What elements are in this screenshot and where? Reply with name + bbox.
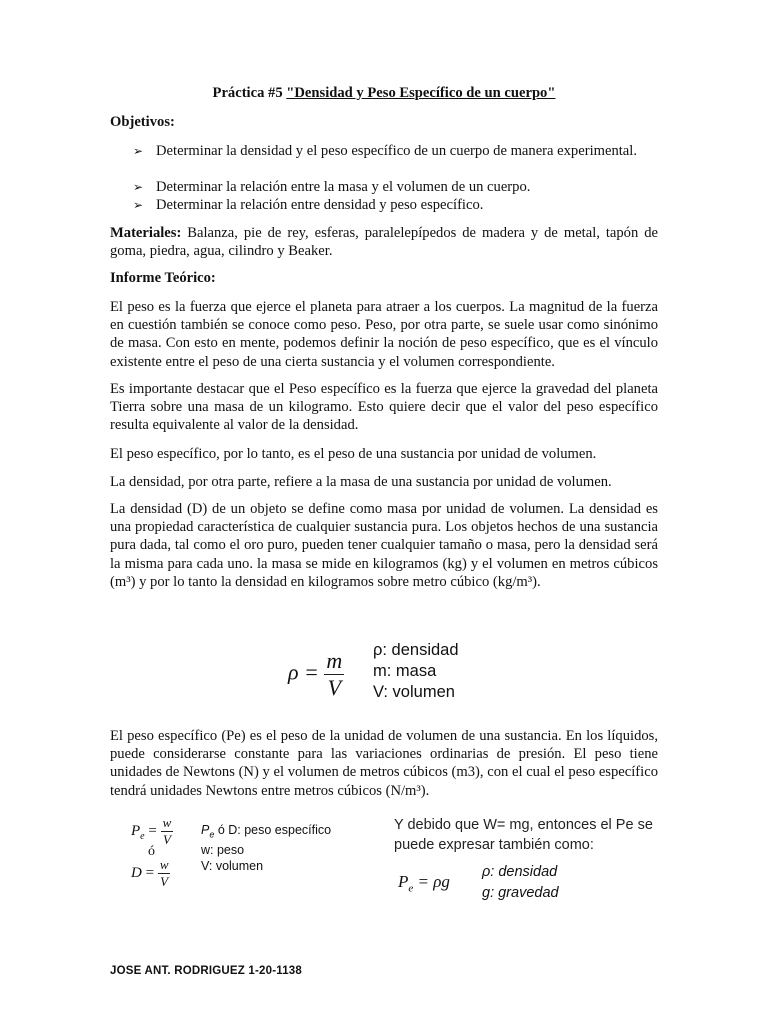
paragraph: La densidad (D) de un objeto se define como masa por unidad de volumen. La densidad es una propiedad característica de cualquier sustancia pura. Los objetos hechos de una sustancia pura dada, tal como el oro puro, pueden tener cualquier tamaño o masa, pero la densidad será la misma para cada uno. la masa se mide en kilogramos (kg) y el volumen en metros cúbicos (m³) y por lo tanto la densidad en kilogramos sobre metro cúbico (kg/m³).	[110, 501, 658, 590]
pe-symbol: $P_e$	[398, 872, 414, 895]
bullet-text: Determinar la relación entre la masa y el volumen de un cuerpo.	[156, 179, 531, 195]
fraction-numerator: w	[162, 815, 172, 830]
pe-symbol: $P_e$	[131, 822, 145, 842]
pe-rho-g-formula	[398, 872, 450, 894]
bullet-item	[133, 142, 653, 160]
legend-line: w: peso	[201, 843, 245, 857]
note-line: puede expresar también como:	[394, 837, 594, 853]
density-legend	[373, 640, 459, 703]
paragraph: El peso específico, por lo tanto, es el peso de una sustancia por unidad de volumen.	[110, 446, 597, 462]
note-line: Y debido que W= mg, entonces el Pe se	[394, 817, 653, 833]
d-fraction	[158, 857, 171, 890]
materiales-text: Balanza, pie de rey, esferas, paralelepípedos de madera y de metal, tapón de goma, piedra, agua, cilindro y Beaker.	[110, 225, 658, 260]
legend-line: V: volumen	[201, 858, 264, 873]
bullet-text: Determinar la densidad y el peso específico de un cuerpo de manera experimental.	[156, 143, 637, 159]
legend-line: g: gravedad	[482, 885, 559, 901]
fraction-denominator: V	[162, 832, 171, 847]
informe-heading: Informe Teórico:	[110, 270, 216, 286]
fraction-numerator: m	[326, 648, 343, 673]
arrow-bullet-icon: ➢	[133, 180, 144, 194]
bullet-item	[133, 196, 653, 214]
paragraph: El peso específico (Pe) es el peso de la unidad de volumen de una sustancia. En los líquidos, puede considerarse constante para las variaciones ordinarias de presión. El peso tiene unidades de Newtons (N) y el volumen de metros cúbicos (m3), con el cual el peso específico tendrá unidades Newtons entre metros cúbicos (N/m³).	[110, 728, 658, 799]
equals-sign: =	[145, 864, 155, 881]
materiales-paragraph	[110, 224, 658, 260]
legend-line: m: masa	[373, 662, 437, 680]
legend-line: ρ: densidad	[373, 641, 459, 659]
density-fraction	[324, 648, 344, 701]
paragraph: El peso es la fuerza que ejerce el planeta para atraer a los cuerpos. La magnitud de la fuerza en cuestión también se conoce como peso. Peso, por otra parte, se suele usar como sinónimo de masa. Con esto en mente, podemos definir la noción de peso específico, que es el vínculo existente entre el peso de una cierta sustancia y el volumen correspondiente.	[110, 299, 658, 370]
note-text	[394, 815, 653, 855]
materiales-heading: Materiales:	[110, 225, 182, 241]
formula-rhs: = ρg	[417, 872, 450, 891]
arrow-bullet-icon: ➢	[133, 144, 144, 158]
bullet-text: Determinar la relación entre densidad y peso específico.	[156, 197, 484, 213]
pe-legend	[201, 823, 331, 874]
paragraph: La densidad, por otra parte, refiere a la masa de una sustancia por unidad de volumen.	[110, 474, 612, 490]
paragraph: Es importante destacar que el Peso específico es la fuerza que ejerce la gravedad del planeta Tierra sobre una masa de un kilogramo. Esto quiere decir que el valor del peso específico resulta equivalente al valor de la densidad.	[110, 381, 658, 434]
fraction-numerator: w	[159, 857, 169, 872]
d-symbol: D	[131, 864, 142, 881]
d-formula	[131, 857, 170, 890]
objetivos-heading: Objetivos:	[110, 114, 175, 130]
bullet-item	[133, 178, 653, 196]
fraction-denominator: V	[327, 675, 342, 700]
or-text: ó	[148, 844, 155, 859]
title-underlined: "Densidad y Peso Específico de un cuerpo"	[286, 85, 556, 101]
equals-sign: =	[148, 822, 157, 839]
density-formula	[288, 648, 344, 701]
title-prefix: Práctica #5	[212, 85, 287, 101]
legend-line: ρ: densidad	[482, 864, 558, 880]
legend-line: V: volumen	[373, 683, 455, 701]
pe-fraction	[161, 815, 174, 848]
fraction-denominator: V	[160, 874, 169, 889]
note-legend	[482, 862, 559, 904]
arrow-bullet-icon: ➢	[133, 198, 144, 212]
footer-author: JOSE ANT. RODRIGUEZ 1-20-1138	[110, 965, 302, 977]
page-title	[0, 85, 768, 102]
legend-line: $P_e$ ó D: peso específico	[201, 823, 332, 840]
density-formula-lhs: ρ =	[288, 659, 319, 685]
